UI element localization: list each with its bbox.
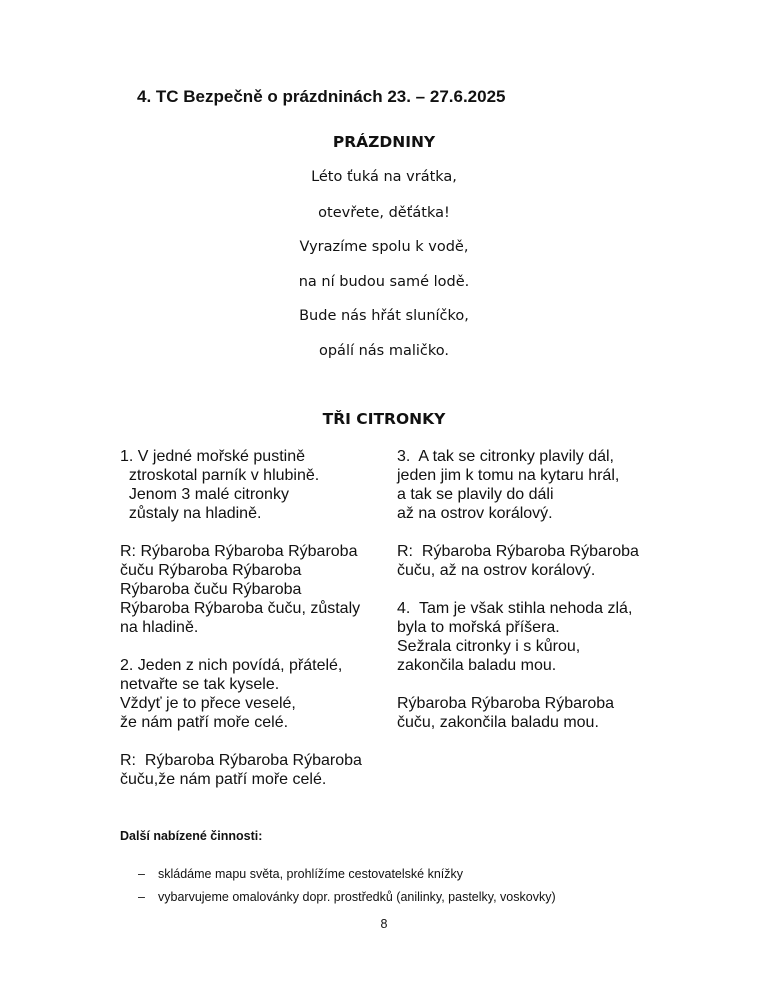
song-line: ztroskotal parník v hlubině.	[120, 467, 320, 484]
page-number: 8	[380, 917, 388, 931]
song-line: Rýbaroba čuču Rýbaroba	[120, 581, 302, 598]
list-item-text: skládáme mapu světa, prohlížíme cestovatelské knížky	[158, 867, 463, 881]
poem-line: Léto ťuká na vrátka,	[311, 169, 457, 185]
song-line: až na ostrov korálový.	[397, 505, 553, 522]
song-refrain	[397, 694, 667, 732]
song-line: R: Rýbaroba Rýbaroba Rýbaroba	[120, 543, 358, 560]
song-line: jeden jim k tomu na kytaru hrál,	[397, 467, 620, 484]
poem-line: opálí nás maličko.	[318, 343, 449, 359]
song-line: 2. Jeden z nich povídá, přátelé,	[120, 657, 343, 674]
poem-line: Bude nás hřát sluníčko,	[299, 308, 469, 324]
list-item-text: vybarvujeme omalovánky dopr. prostředků (anilinky, pastelky, voskovky)	[158, 890, 556, 904]
song-right-column	[397, 447, 667, 751]
other-activities-list	[138, 866, 556, 912]
song-left-column	[120, 447, 390, 808]
song-stanza	[397, 599, 667, 675]
song-line: čuču, až na ostrov korálový.	[397, 562, 596, 579]
song-title: TŘI CITRONKY	[322, 410, 446, 428]
section-heading: 4. TC Bezpečně o prázdninách 23. – 27.6.2025	[137, 87, 506, 106]
song-line: a tak se plavily do dáli	[397, 486, 554, 503]
song-line: Vždyť je to přece veselé,	[120, 695, 296, 712]
song-line: byla to mořská příšera.	[397, 619, 560, 636]
song-line: čuču, zakončila baladu mou.	[397, 714, 599, 731]
other-activities-title: Další nabízené činnosti:	[120, 829, 263, 843]
poem-line: na ní budou samé lodě.	[298, 274, 470, 290]
poem-line: otevřete, děťátka!	[318, 205, 450, 221]
song-line: že nám patří moře celé.	[120, 714, 289, 731]
dash-bullet-icon: –	[138, 867, 145, 881]
song-line: Rýbaroba Rýbaroba Rýbaroba	[397, 695, 615, 712]
song-stanza	[397, 447, 667, 523]
song-stanza	[120, 447, 390, 523]
song-refrain	[120, 751, 390, 789]
song-line: zůstaly na hladině.	[120, 505, 262, 522]
song-line: 3. A tak se citronky plavily dál,	[397, 448, 614, 465]
poem-title: PRÁZDNINY	[332, 133, 436, 151]
dash-bullet-icon: –	[138, 890, 145, 904]
song-line: 4. Tam je však stihla nehoda zlá,	[397, 600, 633, 617]
song-refrain	[120, 542, 390, 637]
song-line: 1. V jedné mořské pustině	[120, 448, 305, 465]
song-line: čuču Rýbaroba Rýbaroba	[120, 562, 302, 579]
song-line: netvařte se tak kysele.	[120, 676, 280, 693]
list-item	[138, 889, 556, 912]
song-refrain	[397, 542, 667, 580]
poem-line: Vyrazíme spolu k vodě,	[299, 239, 469, 255]
song-line: čuču,že nám patří moře celé.	[120, 771, 327, 788]
song-line: zakončila baladu mou.	[397, 657, 557, 674]
song-line: na hladině.	[120, 619, 199, 636]
list-item	[138, 866, 556, 889]
song-line: Rýbaroba Rýbaroba čuču, zůstaly	[120, 600, 361, 617]
song-stanza	[120, 656, 390, 732]
song-line: Sežrala citronky i s kůrou,	[397, 638, 581, 655]
song-line: Jenom 3 malé citronky	[120, 486, 289, 503]
song-line: R: Rýbaroba Rýbaroba Rýbaroba	[397, 543, 639, 560]
song-line: R: Rýbaroba Rýbaroba Rýbaroba	[120, 752, 362, 769]
